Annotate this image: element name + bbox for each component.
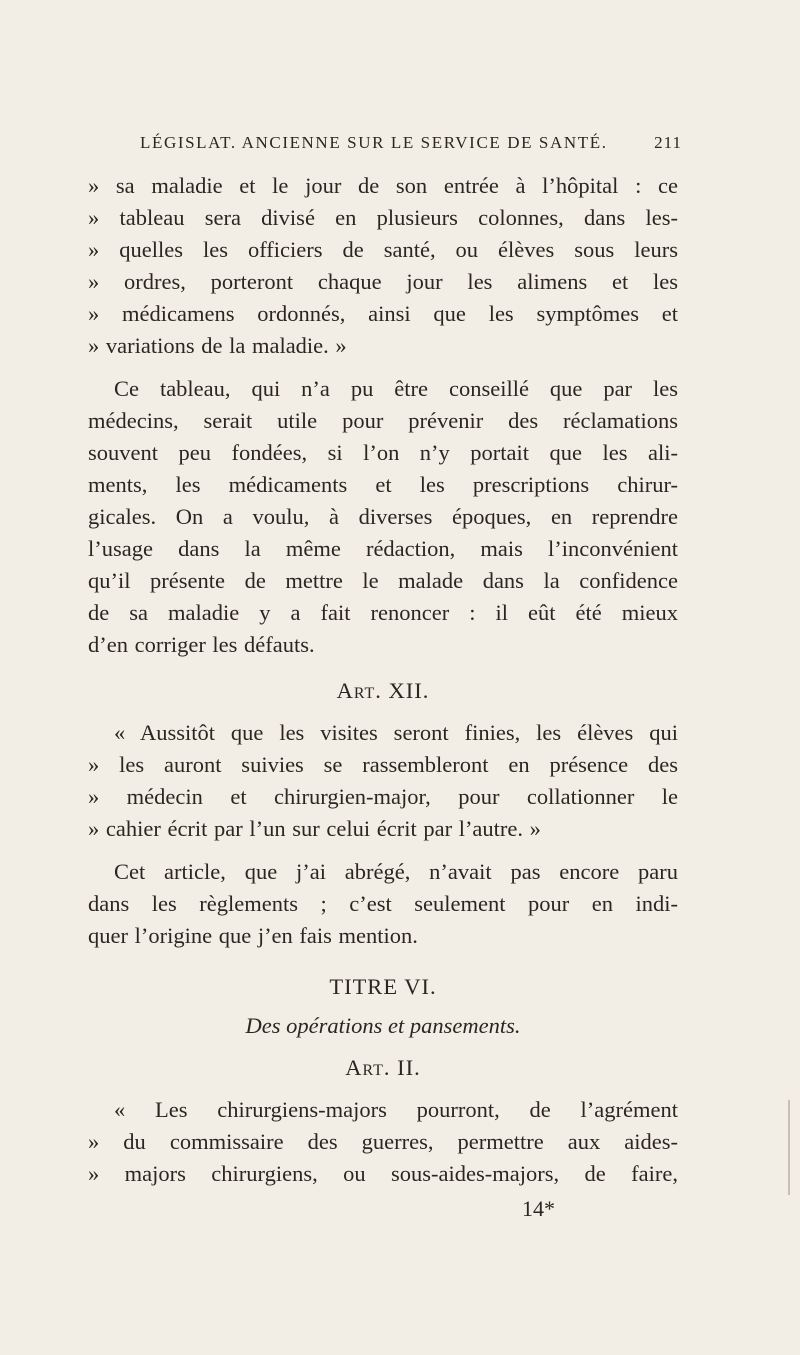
page-edge-shadow	[788, 1100, 790, 1195]
text-line: souvent peu fondées, si l’on n’y portait que les ali-	[88, 440, 678, 465]
text-line: médecins, serait utile pour prévenir des réclamations	[88, 408, 678, 433]
text-line: dans les règlements ; c’est seulement pour en indi-	[88, 891, 678, 916]
text-line: » quelles les officiers de santé, ou élèves sous leurs	[88, 237, 678, 262]
running-header	[140, 133, 682, 155]
text-line: l’usage dans la même rédaction, mais l’inconvénient	[88, 536, 678, 561]
text-line: » variations de la maladie. »	[88, 333, 347, 358]
text-line: » médecin et chirurgien-major, pour collationner le	[88, 784, 678, 809]
text-line: « Les chirurgiens-majors pourront, de l’agrément	[114, 1097, 678, 1122]
text-line: » majors chirurgiens, ou sous-aides-majors, de faire,	[88, 1161, 678, 1186]
article-heading: Art. XII.	[336, 678, 430, 703]
text-line: de sa maladie y a fait renoncer : il eût été mieux	[88, 600, 678, 625]
text-line: d’en corriger les défauts.	[88, 632, 315, 657]
text-line: » tableau sera divisé en plusieurs colonnes, dans les-	[88, 205, 678, 230]
text-line: « Aussitôt que les visites seront finies, les élèves qui	[114, 720, 678, 745]
page-number: 211	[654, 133, 682, 152]
text-line: » du commissaire des guerres, permettre aux aides-	[88, 1129, 678, 1154]
signature-mark: 14*	[522, 1196, 555, 1221]
text-line: quer l’origine que j’en fais mention.	[88, 923, 418, 948]
text-line: » médicamens ordonnés, ainsi que les symptômes et	[88, 301, 678, 326]
running-title: LÉGISLAT. ANCIENNE SUR LE SERVICE DE SANTÉ.	[140, 133, 608, 152]
text-line: Ce tableau, qui n’a pu être conseillé que par les	[114, 376, 678, 401]
article-heading: Art. II.	[345, 1055, 421, 1080]
text-line: ments, les médicaments et les prescriptions chirur-	[88, 472, 678, 497]
title-heading: TITRE VI.	[329, 974, 437, 999]
text-line: qu’il présente de mettre le malade dans la confidence	[88, 568, 678, 593]
section-subtitle: Des opérations et pansements.	[245, 1013, 521, 1038]
text-line: » les auront suivies se rassembleront en présence des	[88, 752, 678, 777]
text-line: Cet article, que j’ai abrégé, n’avait pas encore paru	[114, 859, 678, 884]
text-line: » cahier écrit par l’un sur celui écrit par l’autre. »	[88, 816, 541, 841]
text-line: » ordres, porteront chaque jour les alimens et les	[88, 269, 678, 294]
text-line: » sa maladie et le jour de son entrée à l’hôpital : ce	[88, 173, 678, 198]
text-line: gicales. On a voulu, à diverses époques, en reprendre	[88, 504, 678, 529]
